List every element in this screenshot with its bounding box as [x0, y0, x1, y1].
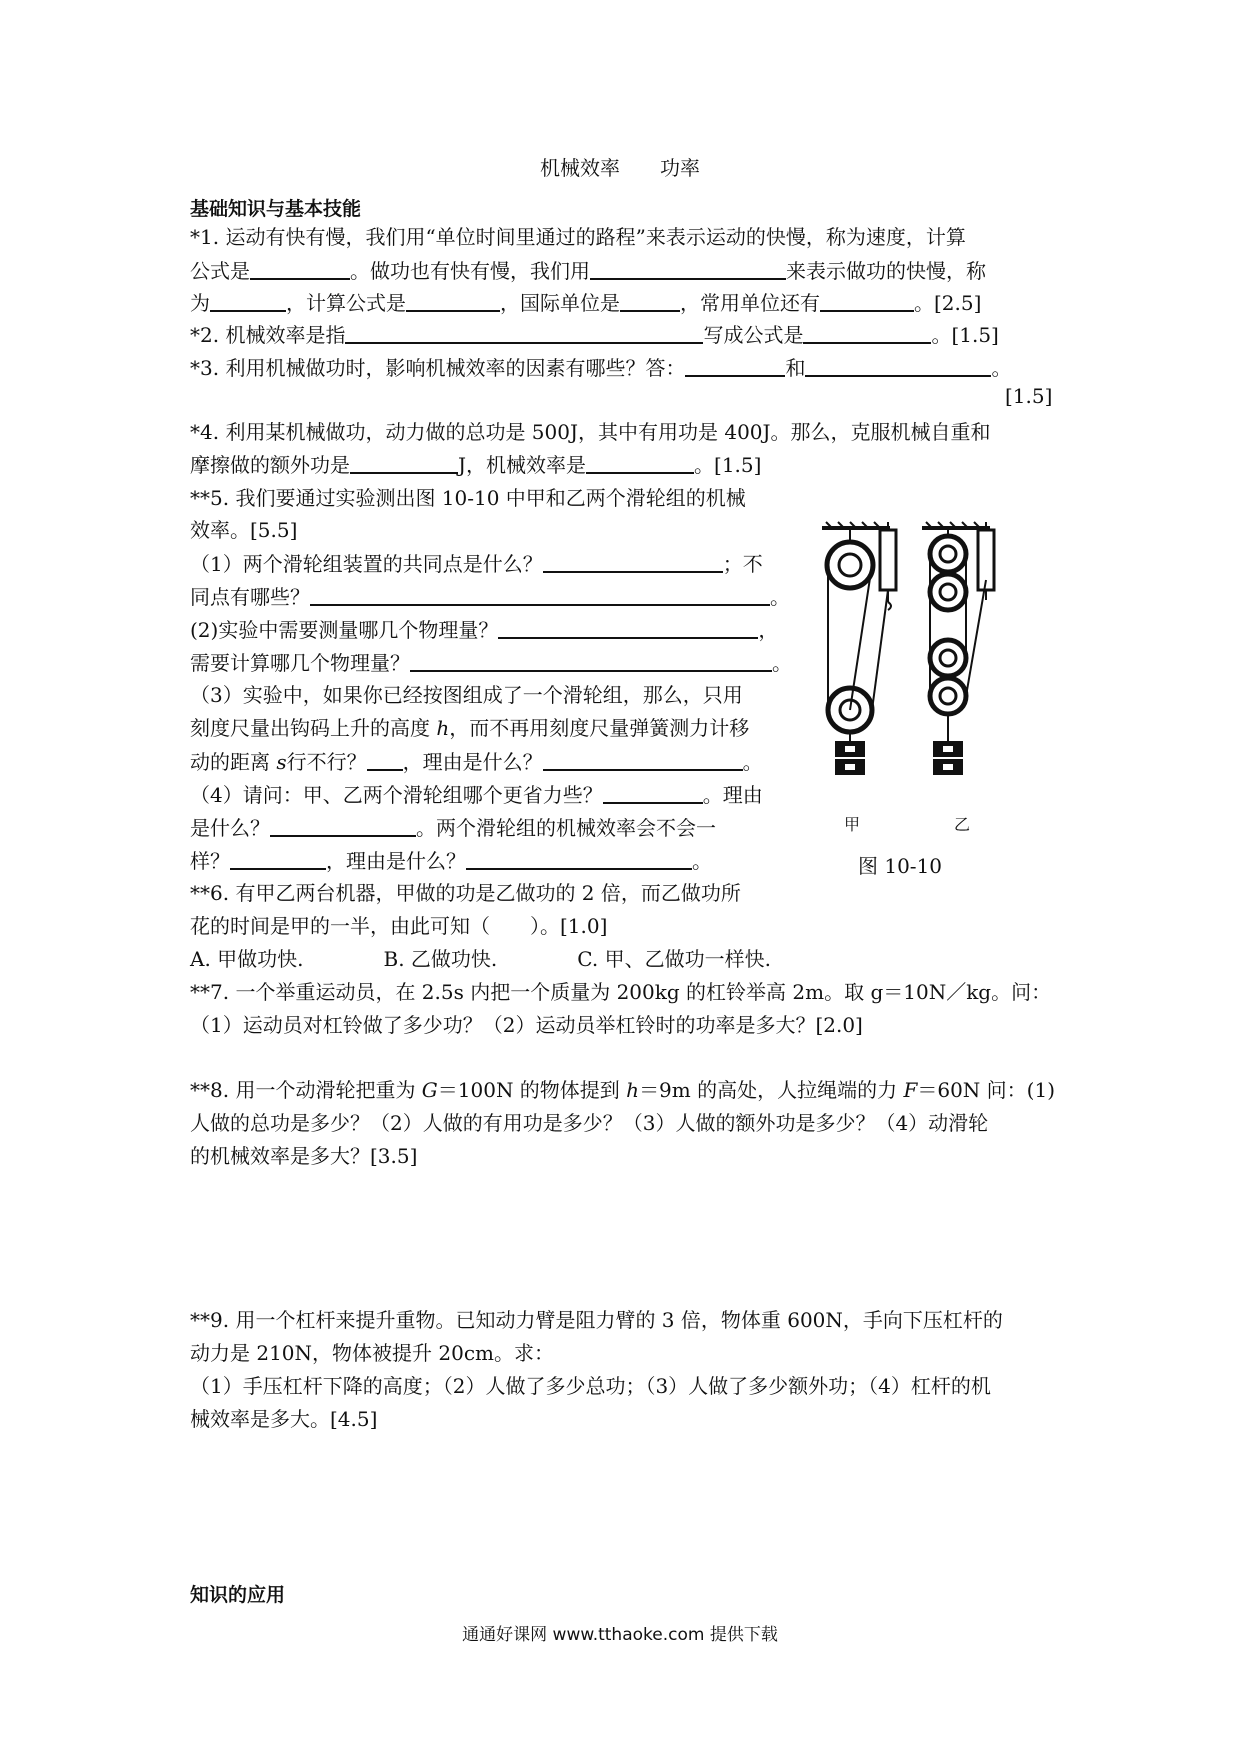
answer-blank[interactable]: [620, 288, 680, 312]
answer-blank[interactable]: [210, 288, 286, 312]
q5-part2-line1: (2)实验中需要测量哪几个物理量？ ，: [190, 615, 778, 643]
q7-line2: （1）运动员对杠铃做了多少功？（2）运动员举杠铃时的功率是多大？[2.0]: [190, 1013, 863, 1037]
pulley-assembly-b: [922, 522, 994, 774]
q5-part1-line2: 同点有哪些？ 。: [190, 582, 790, 610]
answer-blank[interactable]: [603, 780, 703, 804]
q1-line3: 为 ，计算公式是 ，国际单位是 ，常用单位还有 。[2.5]: [190, 288, 981, 316]
q5-part4-line1: （4）请问：甲、乙两个滑轮组哪个更省力些？ 。理由: [190, 780, 763, 808]
answer-blank[interactable]: [590, 256, 786, 280]
answer-blank[interactable]: [805, 353, 991, 377]
q2-line: *2. 机械效率是指 写成公式是 。[1.5]: [190, 320, 999, 348]
answer-blank[interactable]: [270, 813, 416, 837]
q9-line3: （1）手压杠杆下降的高度；（2）人做了多少总功；（3）人做了多少额外功；（4）杠杆的机: [190, 1374, 991, 1398]
q4-line1: *4. 利用某机械做功，动力做的总功是 500J，其中有用功是 400J。那么，克服机械自重和: [190, 420, 991, 444]
figure-label-b: 乙: [954, 815, 971, 834]
answer-blank[interactable]: [803, 320, 931, 344]
answer-blank[interactable]: [685, 353, 785, 377]
answer-blank[interactable]: [345, 320, 703, 344]
q9-line4: 械效率是多大。[4.5]: [190, 1407, 378, 1431]
section-heading-application: 知识的应用: [190, 1584, 286, 1606]
q5-line1: **5. 我们要通过实验测出图 10-10 中甲和乙两个滑轮组的机械: [190, 486, 746, 510]
q5-part4-line2: 是什么？ 。两个滑轮组的机械效率会不会一: [190, 813, 716, 841]
q8-line1: **8. 用一个动滑轮把重为 G＝100N 的物体提到 h＝9m 的高处，人拉绳端的力 F＝60N 问：(1): [190, 1078, 1055, 1102]
q5-part3-line1: （3）实验中，如果你已经按图组成了一个滑轮组，那么，只用: [190, 683, 743, 707]
answer-blank[interactable]: [498, 615, 758, 639]
answer-blank[interactable]: [310, 582, 770, 606]
page-title: 机械效率 功率: [540, 156, 700, 180]
answer-blank[interactable]: [367, 747, 403, 771]
q5-part4-line3: 样？ ，理由是什么？ 。: [190, 846, 712, 874]
option-b[interactable]: B. 乙做功快.: [383, 947, 498, 971]
q7-line1: **7. 一个举重运动员，在 2.5s 内把一个质量为 200kg 的杠铃举高 2m。取 g＝10N／kg。问：: [190, 980, 1052, 1004]
q8-line2: 人做的总功是多少？（2）人做的有用功是多少？（3）人做的额外功是多少？（4）动滑轮: [190, 1111, 989, 1135]
answer-blank[interactable]: [466, 846, 692, 870]
answer-blank[interactable]: [820, 288, 914, 312]
option-a[interactable]: A. 甲做功快.: [190, 947, 304, 971]
q3-score: [1.5]: [1005, 384, 1053, 408]
q1-line2: 公式是 。做功也有快有慢，我们用 来表示做功的快慢，称: [190, 256, 986, 284]
q3-line: *3. 利用机械做功时，影响机械效率的因素有哪些？答： 和 。: [190, 353, 1011, 381]
answer-blank[interactable]: [350, 450, 458, 474]
answer-blank[interactable]: [230, 846, 326, 870]
q5-part1-line1: （1）两个滑轮组装置的共同点是什么？ ；不: [190, 549, 763, 577]
q5-part3-line2: 刻度尺量出钩码上升的高度 h，而不再用刻度尺量弹簧测力计移: [190, 716, 750, 740]
answer-blank[interactable]: [406, 288, 500, 312]
q9-line1: **9. 用一个杠杆来提升重物。已知动力臂是阻力臂的 3 倍，物体重 600N，手向下压杠杆的: [190, 1308, 1003, 1332]
q4-line2: 摩擦做的额外功是 J，机械效率是 。[1.5]: [190, 450, 761, 478]
option-c[interactable]: C. 甲、乙做功一样快.: [577, 947, 771, 971]
q6-line1: **6. 有甲乙两台机器，甲做的功是乙做功的 2 倍，而乙做功所: [190, 881, 741, 905]
q8-line3: 的机械效率是多大？[3.5]: [190, 1144, 418, 1168]
q5-part3-line3: 动的距离 s行不行？ ，理由是什么？ 。: [190, 747, 763, 775]
q6-line2: 花的时间是甲的一半，由此可知（ ）。[1.0]: [190, 914, 608, 938]
answer-blank[interactable]: [543, 747, 743, 771]
answer-blank[interactable]: [250, 256, 350, 280]
answer-blank[interactable]: [586, 450, 694, 474]
pulley-assembly-a: [822, 522, 896, 774]
section-heading-basics: 基础知识与基本技能: [190, 198, 362, 220]
pulley-figure: [820, 520, 1030, 820]
q9-line2: 动力是 210N，物体被提升 20cm。求：: [190, 1341, 555, 1365]
q5-line2: 效率。[5.5]: [190, 518, 298, 542]
figure-label-a: 甲: [844, 815, 861, 834]
footer-text: 通通好课网 www.tthaoke.com 提供下载: [462, 1625, 778, 1645]
q6-options: [190, 945, 771, 973]
answer-blank[interactable]: [543, 549, 723, 573]
q1-line1: *1. 运动有快有慢，我们用“单位时间里通过的路程”来表示运动的快慢，称为速度，计算: [190, 225, 966, 249]
answer-blank[interactable]: [410, 648, 772, 672]
figure-caption: 图 10-10: [858, 854, 943, 878]
q5-part2-line2: 需要计算哪几个物理量？ 。: [190, 648, 792, 676]
